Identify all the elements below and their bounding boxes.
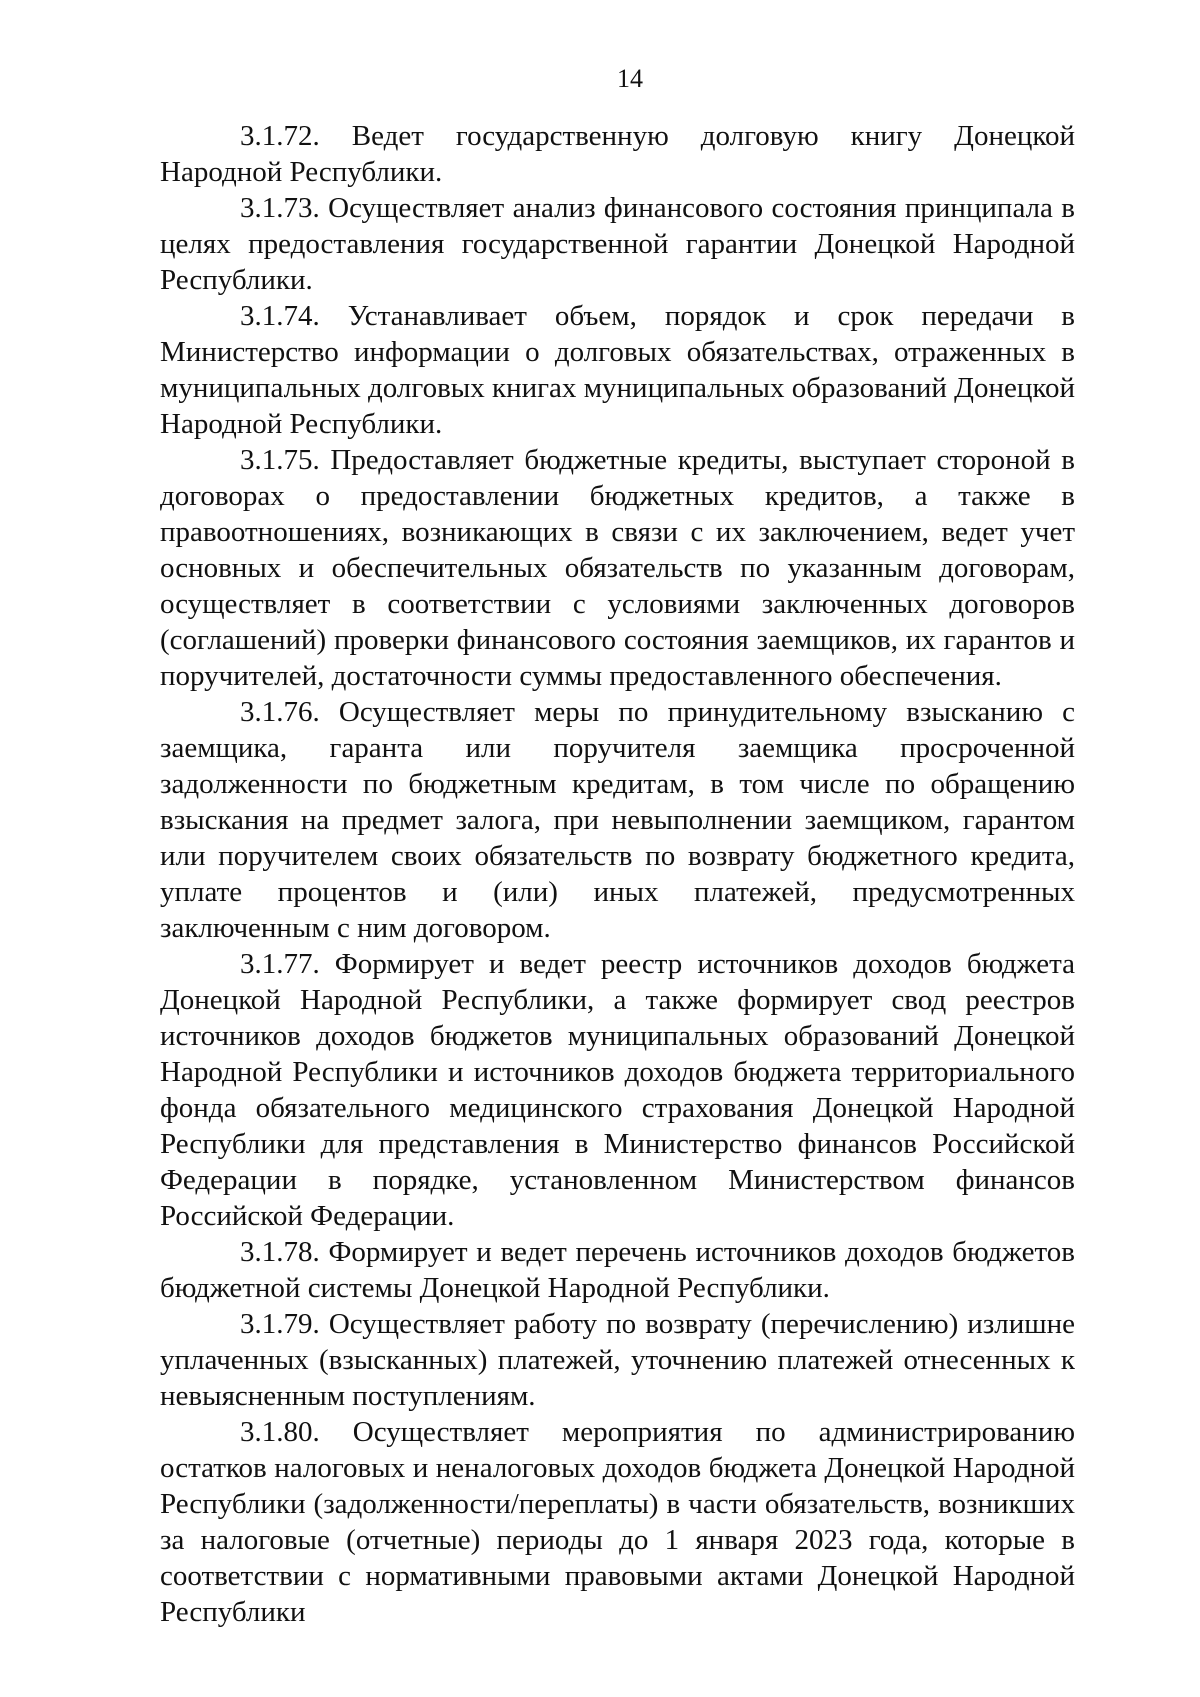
paragraph-3-1-79: 3.1.79. Осуществляет работу по возврату (перечислению) излишне уплаченных (взысканных) платежей, уточнению платежей отнесенных к невыясненным поступлениям.	[160, 1308, 1075, 1412]
paragraph-3-1-76: 3.1.76. Осуществляет меры по принудительному взысканию с заемщика, гаранта или поручителя заемщика просроченной задолженности по бюджетным кредитам, в том числе по обращению взыскания на предмет залога, при невыполнении заемщиком, гарантом или поручителем своих обязательств по возврату бюджетного кредита, уплате процентов и (или) иных платежей, предусмотренных заключенным с ним договором.	[160, 696, 1075, 944]
paragraph-3-1-73: 3.1.73. Осуществляет анализ финансового состояния принципала в целях предоставления государственной гарантии Донецкой Народной Республики.	[160, 192, 1075, 296]
paragraph-3-1-77: 3.1.77. Формирует и ведет реестр источников доходов бюджета Донецкой Народной Республики, а также формирует свод реестров источников доходов бюджетов муниципальных образований Донецкой Народной Республики и источников доходов бюджета территориального фонда обязательного медицинского страхования Донецкой Народной Республики для представления в Министерство финансов Российской Федерации в порядке, установленном Министерством финансов Российской Федерации.	[160, 948, 1075, 1232]
paragraph-3-1-75: 3.1.75. Предоставляет бюджетные кредиты, выступает стороной в договорах о предоставлении бюджетных кредитов, а также в правоотношениях, возникающих в связи с их заключением, ведет учет основных и обеспечительных обязательств по указанным договорам, осуществляет в соответствии с условиями заключенных договоров (соглашений) проверки финансового состояния заемщиков, их гарантов и поручителей, достаточности суммы предоставленного обеспечения.	[160, 444, 1075, 692]
paragraph-3-1-72: 3.1.72. Ведет государственную долговую книгу Донецкой Народной Республики.	[160, 120, 1075, 188]
paragraph-3-1-74: 3.1.74. Устанавливает объем, порядок и срок передачи в Министерство информации о долговых обязательствах, отраженных в муниципальных долговых книгах муниципальных образований Донецкой Народной Республики.	[160, 300, 1075, 440]
paragraph-3-1-78: 3.1.78. Формирует и ведет перечень источников доходов бюджетов бюджетной системы Донецкой Народной Республики.	[160, 1236, 1075, 1304]
paragraph-3-1-80: 3.1.80. Осуществляет мероприятия по администрированию остатков налоговых и неналоговых доходов бюджета Донецкой Народной Республики (задолженности/переплаты) в части обязательств, возникших за налоговые (отчетные) периоды до 1 января 2023 года, которые в соответствии с нормативными правовыми актами Донецкой Народной Республики	[160, 1416, 1075, 1628]
page-number: 14	[617, 64, 643, 93]
document-body	[160, 118, 1075, 1630]
